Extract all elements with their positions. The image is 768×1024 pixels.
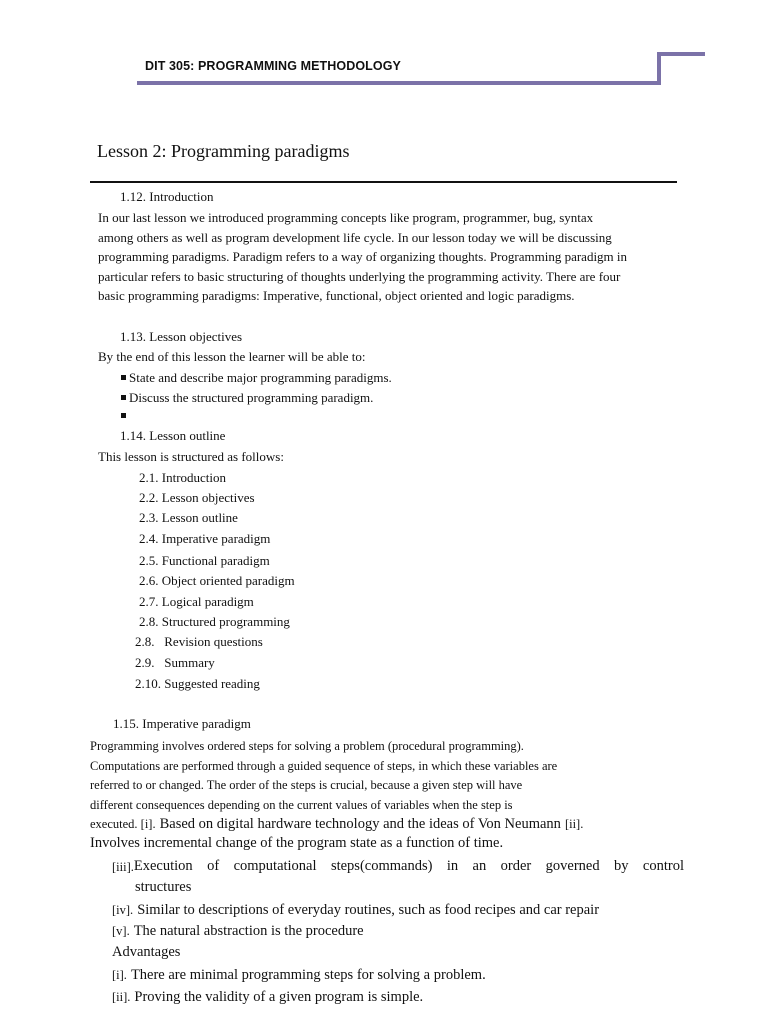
section-heading-imperative: 1.15. Imperative paradigm: [113, 716, 251, 731]
objectives-intro: By the end of this lesson the learner will be able to:: [98, 349, 366, 364]
bullet-icon: [121, 395, 126, 400]
header-rule-top: [657, 52, 705, 56]
outline-item: 2.10. Suggested reading: [135, 676, 260, 691]
imperative-line: Programming involves ordered steps for solving a problem (procedural programming).: [90, 739, 524, 753]
list-item-iii: [iii]. Execution of computational steps(commands) in an order governed by control: [112, 858, 684, 874]
intro-line: In our last lesson we introduced programming concepts like program, programmer, bug, syntax: [98, 210, 594, 225]
incremental-line: Involves incremental change of the program state as a function of time.: [90, 835, 504, 851]
outline-item: 2.7. Logical paradigm: [139, 594, 254, 609]
objective-item: State and describe major programming paradigms.: [121, 370, 392, 386]
section-heading-outline: 1.14. Lesson outline: [120, 428, 226, 443]
intro-line: programming paradigms. Paradigm refers to a way of organizing thoughts. Programming paradigm in: [98, 249, 628, 265]
lesson-title: Lesson 2: Programming paradigms: [97, 141, 350, 161]
header-rule-horizontal: [137, 81, 661, 85]
outline-item: 2.5. Functional paradigm: [139, 553, 270, 568]
header-rule-vertical: [657, 52, 661, 85]
outline-intro: This lesson is structured as follows:: [98, 449, 284, 464]
list-item-iv: [iv]. Similar to descriptions of everyday routines, such as food recipes and car repair: [112, 902, 600, 918]
course-header-title: DIT 305: PROGRAMMING METHODOLOGY: [145, 59, 401, 73]
intro-line: particular refers to basic structuring of thoughts underlying the programming activity. There are four: [98, 268, 621, 284]
imperative-line: referred to or changed. The order of the steps is crucial, because a given step will have: [90, 778, 523, 792]
introduction-paragraph: [98, 208, 627, 306]
intro-line: among others as well as program development life cycle. In our lesson today we will be discussing: [98, 229, 612, 245]
bullet-icon: [121, 375, 126, 380]
section-heading-introduction: 1.12. Introduction: [120, 189, 214, 204]
advantages-heading: Advantages: [112, 944, 181, 960]
intro-line: basic programming paradigms: Imperative, functional, object oriented and logic paradigms.: [98, 288, 575, 304]
bullet-icon: [121, 413, 126, 418]
outline-item: 2.4. Imperative paradigm: [139, 531, 271, 546]
imperative-line: different consequences depending on the current values of variables when the step is: [90, 797, 513, 812]
title-divider: [90, 181, 677, 183]
outline-item: 2.3. Lesson outline: [139, 510, 238, 525]
imperative-line: Computations are performed through a guided sequence of steps, in which these variables are: [90, 758, 558, 773]
outline-item: 2.9. Summary: [135, 655, 215, 670]
list-item-v: [v]. The natural abstraction is the procedure: [112, 923, 364, 939]
advantage-item-ii: [ii]. Proving the validity of a given program is simple.: [112, 989, 424, 1005]
advantage-item-i: [i]. There are minimal programming steps for solving a problem.: [112, 967, 486, 983]
objective-item: [121, 408, 129, 424]
outline-item: 2.8. Revision questions: [135, 634, 263, 649]
outline-item: 2.8. Structured programming: [139, 614, 290, 629]
list-item-iii-continuation: structures: [135, 879, 192, 895]
outline-item: 2.2. Lesson objectives: [139, 490, 255, 505]
executed-line: executed. [i]. Based on digital hardware technology and the ideas of Von Neumann [ii].: [90, 816, 584, 832]
section-heading-objectives: 1.13. Lesson objectives: [120, 329, 243, 344]
outline-item: 2.1. Introduction: [139, 470, 227, 485]
imperative-paragraph: [90, 737, 557, 815]
objective-item: Discuss the structured programming paradigm.: [121, 390, 373, 406]
outline-item: 2.6. Object oriented paradigm: [139, 573, 295, 588]
